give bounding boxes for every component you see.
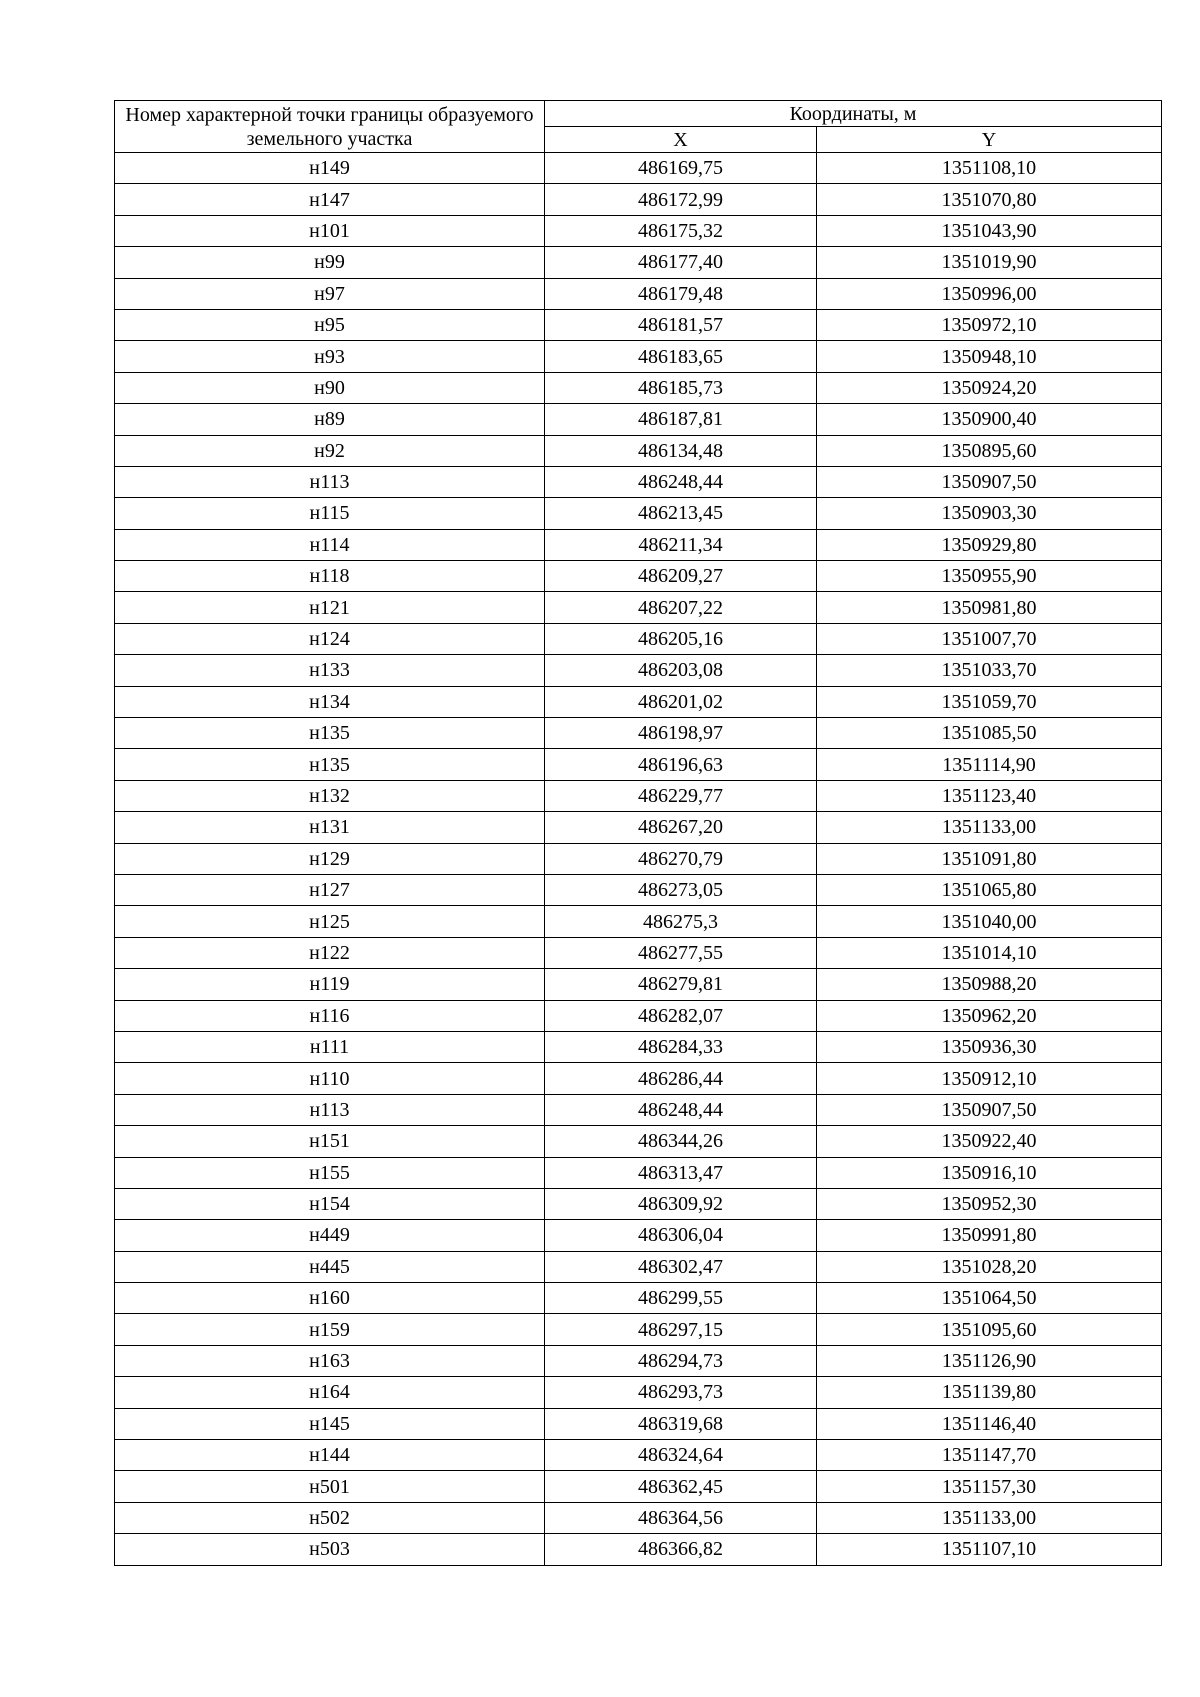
table-row [115,466,1162,497]
y-coordinate-cell: 1350903,30 [817,498,1162,529]
x-coordinate-cell: 486187,81 [545,404,817,435]
y-coordinate-cell: 1351070,80 [817,184,1162,215]
y-coordinate-cell: 1351157,30 [817,1471,1162,1502]
x-coordinate-cell: 486183,65 [545,341,817,372]
point-number-header: Номер характерной точки границы образуемого земельного участка [115,101,545,153]
x-coordinate-cell: 486275,3 [545,906,817,937]
y-coordinate-cell: 1350962,20 [817,1000,1162,1031]
x-coordinate-cell: 486248,44 [545,466,817,497]
y-coordinate-cell: 1351108,10 [817,153,1162,184]
table-row [115,812,1162,843]
table-row [115,1283,1162,1314]
point-number-cell: н113 [115,466,545,497]
table-row [115,341,1162,372]
x-coordinate-cell: 486172,99 [545,184,817,215]
x-coordinate-cell: 486203,08 [545,655,817,686]
x-coordinate-cell: 486302,47 [545,1251,817,1282]
y-coordinate-cell: 1351114,90 [817,749,1162,780]
x-coordinate-cell: 486175,32 [545,215,817,246]
x-coordinate-cell: 486282,07 [545,1000,817,1031]
point-number-cell: н445 [115,1251,545,1282]
table-row [115,1126,1162,1157]
x-coordinate-cell: 486267,20 [545,812,817,843]
table-row [115,404,1162,435]
y-coordinate-cell: 1351123,40 [817,780,1162,811]
table-row [115,937,1162,968]
point-number-cell: н154 [115,1188,545,1219]
point-number-cell: н97 [115,278,545,309]
x-coordinate-cell: 486209,27 [545,561,817,592]
x-coordinate-cell: 486297,15 [545,1314,817,1345]
point-number-cell: н118 [115,561,545,592]
y-coordinate-cell: 1351040,00 [817,906,1162,937]
table-row [115,718,1162,749]
table-row [115,1157,1162,1188]
x-coordinate-cell: 486273,05 [545,874,817,905]
point-number-cell: н131 [115,812,545,843]
table-row [115,498,1162,529]
table-row [115,529,1162,560]
y-coordinate-cell: 1351146,40 [817,1408,1162,1439]
x-coordinate-cell: 486205,16 [545,623,817,654]
table-row [115,278,1162,309]
table-row [115,655,1162,686]
point-number-cell: н101 [115,215,545,246]
point-number-cell: н122 [115,937,545,968]
table-row [115,592,1162,623]
x-coordinate-cell: 486279,81 [545,969,817,1000]
table-row [115,153,1162,184]
table-row [115,215,1162,246]
y-coordinate-cell: 1351064,50 [817,1283,1162,1314]
table-body [115,153,1162,1566]
y-coordinate-cell: 1351107,10 [817,1534,1162,1565]
x-coordinate-cell: 486284,33 [545,1031,817,1062]
table-row [115,1440,1162,1471]
table-row [115,1000,1162,1031]
y-coordinate-cell: 1351133,00 [817,1502,1162,1533]
point-number-cell: н114 [115,529,545,560]
point-number-cell: н133 [115,655,545,686]
x-coordinate-cell: 486248,44 [545,1094,817,1125]
x-coordinate-cell: 486344,26 [545,1126,817,1157]
point-number-cell: н121 [115,592,545,623]
x-coordinate-cell: 486324,64 [545,1440,817,1471]
point-number-cell: н155 [115,1157,545,1188]
x-coordinate-cell: 486362,45 [545,1471,817,1502]
table-row [115,780,1162,811]
x-coordinate-cell: 486313,47 [545,1157,817,1188]
point-number-cell: н163 [115,1345,545,1376]
y-coordinate-cell: 1351095,60 [817,1314,1162,1345]
point-number-cell: н501 [115,1471,545,1502]
point-number-cell: н119 [115,969,545,1000]
table-row [115,1188,1162,1219]
x-coordinate-cell: 486366,82 [545,1534,817,1565]
y-coordinate-cell: 1350981,80 [817,592,1162,623]
y-coordinate-cell: 1351019,90 [817,247,1162,278]
table-row [115,1502,1162,1533]
y-coordinate-cell: 1351147,70 [817,1440,1162,1471]
point-number-cell: н92 [115,435,545,466]
y-coordinate-cell: 1351091,80 [817,843,1162,874]
point-number-cell: н151 [115,1126,545,1157]
table-row [115,1094,1162,1125]
table-row [115,843,1162,874]
x-coordinate-cell: 486207,22 [545,592,817,623]
x-coordinate-cell: 486270,79 [545,843,817,874]
x-coordinate-cell: 486179,48 [545,278,817,309]
x-coordinate-cell: 486306,04 [545,1220,817,1251]
table-row [115,1377,1162,1408]
y-coordinate-cell: 1350929,80 [817,529,1162,560]
table-row [115,1251,1162,1282]
x-header: X [545,127,817,153]
y-coordinate-cell: 1350991,80 [817,1220,1162,1251]
coordinates-table-container [114,100,1161,1566]
y-coordinate-cell: 1350955,90 [817,561,1162,592]
table-row [115,1345,1162,1376]
y-coordinate-cell: 1351085,50 [817,718,1162,749]
x-coordinate-cell: 486177,40 [545,247,817,278]
x-coordinate-cell: 486293,73 [545,1377,817,1408]
x-coordinate-cell: 486229,77 [545,780,817,811]
y-coordinate-cell: 1351059,70 [817,686,1162,717]
y-coordinate-cell: 1350916,10 [817,1157,1162,1188]
y-coordinate-cell: 1351007,70 [817,623,1162,654]
point-number-cell: н145 [115,1408,545,1439]
point-number-cell: н90 [115,372,545,403]
y-coordinate-cell: 1351139,80 [817,1377,1162,1408]
x-coordinate-cell: 486185,73 [545,372,817,403]
x-coordinate-cell: 486201,02 [545,686,817,717]
y-coordinate-cell: 1351065,80 [817,874,1162,905]
table-row [115,1031,1162,1062]
point-number-cell: н134 [115,686,545,717]
x-coordinate-cell: 486286,44 [545,1063,817,1094]
x-coordinate-cell: 486294,73 [545,1345,817,1376]
point-number-cell: н93 [115,341,545,372]
y-coordinate-cell: 1350952,30 [817,1188,1162,1219]
point-number-cell: н129 [115,843,545,874]
y-coordinate-cell: 1351126,90 [817,1345,1162,1376]
x-coordinate-cell: 486196,63 [545,749,817,780]
table-row [115,686,1162,717]
table-row [115,1220,1162,1251]
coordinates-table [114,100,1162,1566]
y-coordinate-cell: 1351043,90 [817,215,1162,246]
point-number-cell: н164 [115,1377,545,1408]
x-coordinate-cell: 486299,55 [545,1283,817,1314]
x-coordinate-cell: 486134,48 [545,435,817,466]
y-coordinate-cell: 1350907,50 [817,466,1162,497]
x-coordinate-cell: 486277,55 [545,937,817,968]
x-coordinate-cell: 486169,75 [545,153,817,184]
y-coordinate-cell: 1350900,40 [817,404,1162,435]
x-coordinate-cell: 486213,45 [545,498,817,529]
y-coordinate-cell: 1350924,20 [817,372,1162,403]
table-row [115,1314,1162,1345]
table-row [115,1063,1162,1094]
point-number-cell: н135 [115,749,545,780]
y-coordinate-cell: 1350907,50 [817,1094,1162,1125]
table-row [115,906,1162,937]
x-coordinate-cell: 486309,92 [545,1188,817,1219]
table-row [115,435,1162,466]
y-coordinate-cell: 1351028,20 [817,1251,1162,1282]
y-header: Y [817,127,1162,153]
table-row [115,1408,1162,1439]
table-row [115,247,1162,278]
y-coordinate-cell: 1350948,10 [817,341,1162,372]
point-number-cell: н159 [115,1314,545,1345]
x-coordinate-cell: 486198,97 [545,718,817,749]
y-coordinate-cell: 1351033,70 [817,655,1162,686]
x-coordinate-cell: 486181,57 [545,309,817,340]
point-number-cell: н132 [115,780,545,811]
point-number-cell: н127 [115,874,545,905]
point-number-cell: н95 [115,309,545,340]
y-coordinate-cell: 1350895,60 [817,435,1162,466]
point-number-cell: н111 [115,1031,545,1062]
point-number-cell: н160 [115,1283,545,1314]
x-coordinate-cell: 486211,34 [545,529,817,560]
table-row [115,184,1162,215]
coordinates-header: Координаты, м [545,101,1162,127]
point-number-cell: н99 [115,247,545,278]
point-number-cell: н147 [115,184,545,215]
y-coordinate-cell: 1350988,20 [817,969,1162,1000]
table-row [115,749,1162,780]
y-coordinate-cell: 1350922,40 [817,1126,1162,1157]
x-coordinate-cell: 486364,56 [545,1502,817,1533]
point-number-cell: н503 [115,1534,545,1565]
y-coordinate-cell: 1350936,30 [817,1031,1162,1062]
table-row [115,561,1162,592]
point-number-cell: н113 [115,1094,545,1125]
y-coordinate-cell: 1350912,10 [817,1063,1162,1094]
point-number-cell: н502 [115,1502,545,1533]
point-number-cell: н449 [115,1220,545,1251]
table-header [115,101,1162,153]
table-row [115,309,1162,340]
table-row [115,969,1162,1000]
point-number-cell: н125 [115,906,545,937]
table-row [115,372,1162,403]
point-number-cell: н135 [115,718,545,749]
table-row [115,1534,1162,1565]
point-number-cell: н149 [115,153,545,184]
point-number-cell: н116 [115,1000,545,1031]
point-number-cell: н89 [115,404,545,435]
table-row [115,623,1162,654]
point-number-cell: н124 [115,623,545,654]
table-row [115,1471,1162,1502]
y-coordinate-cell: 1351014,10 [817,937,1162,968]
y-coordinate-cell: 1350972,10 [817,309,1162,340]
point-number-cell: н144 [115,1440,545,1471]
x-coordinate-cell: 486319,68 [545,1408,817,1439]
table-row [115,874,1162,905]
point-number-cell: н110 [115,1063,545,1094]
point-number-cell: н115 [115,498,545,529]
y-coordinate-cell: 1351133,00 [817,812,1162,843]
y-coordinate-cell: 1350996,00 [817,278,1162,309]
